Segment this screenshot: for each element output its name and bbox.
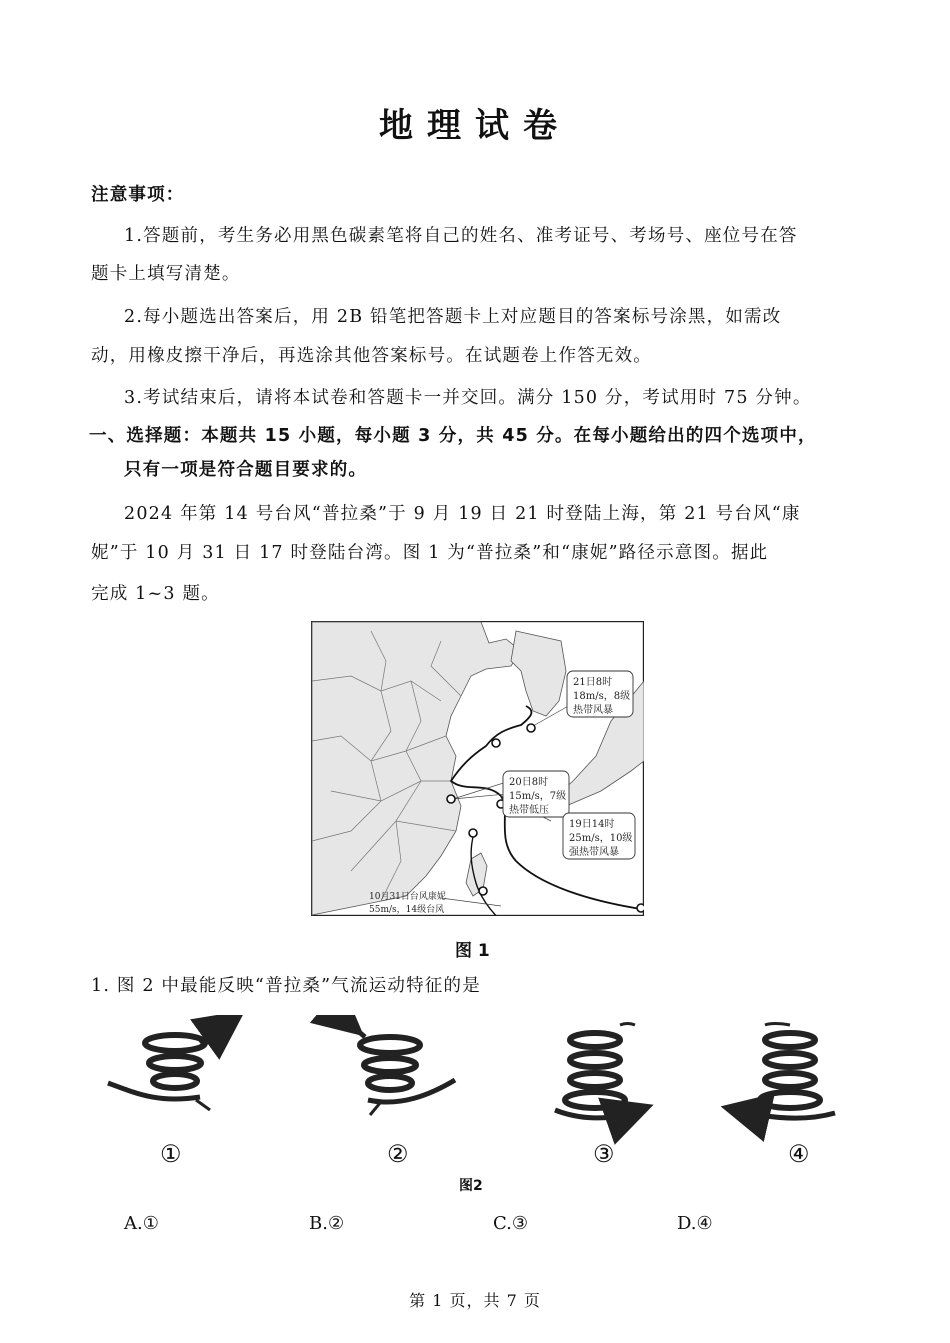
section-heading-line-2: 只有一项是符合题目要求的。 bbox=[124, 460, 368, 480]
stem-line-1: 2024 年第 14 号台风“普拉桑”于 9 月 19 日 21 时登陆上海，第 21 号台风“康 bbox=[124, 504, 801, 524]
section-heading-line-1: 一、选择题：本题共 15 小题，每小题 3 分，共 45 分。在每小题给出的四个选项中， bbox=[89, 426, 817, 446]
option-b[interactable]: B.② bbox=[309, 1213, 345, 1234]
label-kangni-wind: 55m/s，14级台风 bbox=[369, 905, 445, 915]
typhoon-track-map bbox=[311, 621, 644, 916]
stem-line-2: 妮”于 10 月 31 日 17 时登陆台湾。图 1 为“普拉桑”和“康妮”路径示意图。据此 bbox=[91, 543, 769, 563]
typhoon-symbol bbox=[527, 724, 535, 732]
airflow-diagram-2 bbox=[345, 1020, 455, 1115]
airflow-diagrams bbox=[100, 1015, 870, 1150]
stem-line-3: 完成 1~3 题。 bbox=[91, 584, 220, 604]
notice-item-2-line-2: 动，用橡皮擦干净后，再选涂其他答案标号。在试题卷上作答无效。 bbox=[91, 346, 652, 366]
figure-2-label-1: ① bbox=[160, 1140, 182, 1168]
label-20-time: 20日8时 bbox=[509, 777, 549, 788]
typhoon-symbol bbox=[469, 829, 477, 837]
notice-item-1-line-2: 题卡上填写清楚。 bbox=[91, 264, 241, 284]
typhoon-symbol bbox=[492, 739, 500, 747]
typhoon-symbol bbox=[447, 795, 455, 803]
option-d[interactable]: D.④ bbox=[677, 1213, 713, 1234]
page-title: 地理试卷 bbox=[379, 106, 571, 146]
option-c[interactable]: C.③ bbox=[493, 1213, 528, 1234]
notice-item-2-line-1: 2.每小题选出答案后，用 2B 铅笔把答题卡上对应题目的答案标号涂黑，如需改 bbox=[124, 307, 782, 327]
figure-2-caption: 图2 bbox=[459, 1178, 483, 1194]
figure-1-caption: 图 1 bbox=[455, 941, 490, 961]
airflow-diagram-3 bbox=[555, 1024, 635, 1118]
label-19-wind: 25m/s，10级 bbox=[569, 833, 633, 844]
airflow-diagram-1 bbox=[108, 1025, 225, 1110]
label-20-wind: 15m/s，7级 bbox=[509, 791, 567, 802]
label-20-grade: 热带低压 bbox=[509, 805, 549, 816]
page-footer: 第 1 页，共 7 页 bbox=[409, 1291, 541, 1310]
notice-item-1-line-1: 1.答题前，考生务必用黑色碳素笔将自己的姓名、准考证号、考场号、座位号在答 bbox=[124, 226, 798, 246]
figure-2-label-2: ② bbox=[387, 1140, 409, 1168]
figure-2-label-3: ③ bbox=[593, 1140, 615, 1168]
notice-heading: 注意事项： bbox=[91, 185, 185, 205]
figure-2-label-4: ④ bbox=[788, 1140, 810, 1168]
label-21-wind: 18m/s，8级 bbox=[573, 691, 631, 702]
typhoon-symbol bbox=[479, 887, 487, 895]
notice-item-3: 3.考试结束后，请将本试卷和答题卡一并交回。满分 150 分，考试用时 75 分钟。 bbox=[124, 388, 812, 408]
option-a[interactable]: A.① bbox=[124, 1213, 159, 1234]
label-21-time: 21日8时 bbox=[573, 677, 613, 688]
label-kangni-time: 10月31日台风康妮 bbox=[369, 892, 446, 902]
label-19-grade: 强热带风暴 bbox=[569, 847, 619, 858]
label-21-grade: 热带风暴 bbox=[573, 705, 613, 716]
airflow-diagram-4 bbox=[745, 1024, 835, 1119]
label-19-time: 19日14时 bbox=[569, 819, 615, 830]
question-1-text: 1. 图 2 中最能反映“普拉桑”气流运动特征的是 bbox=[91, 976, 481, 996]
typhoon-symbol bbox=[637, 904, 644, 912]
